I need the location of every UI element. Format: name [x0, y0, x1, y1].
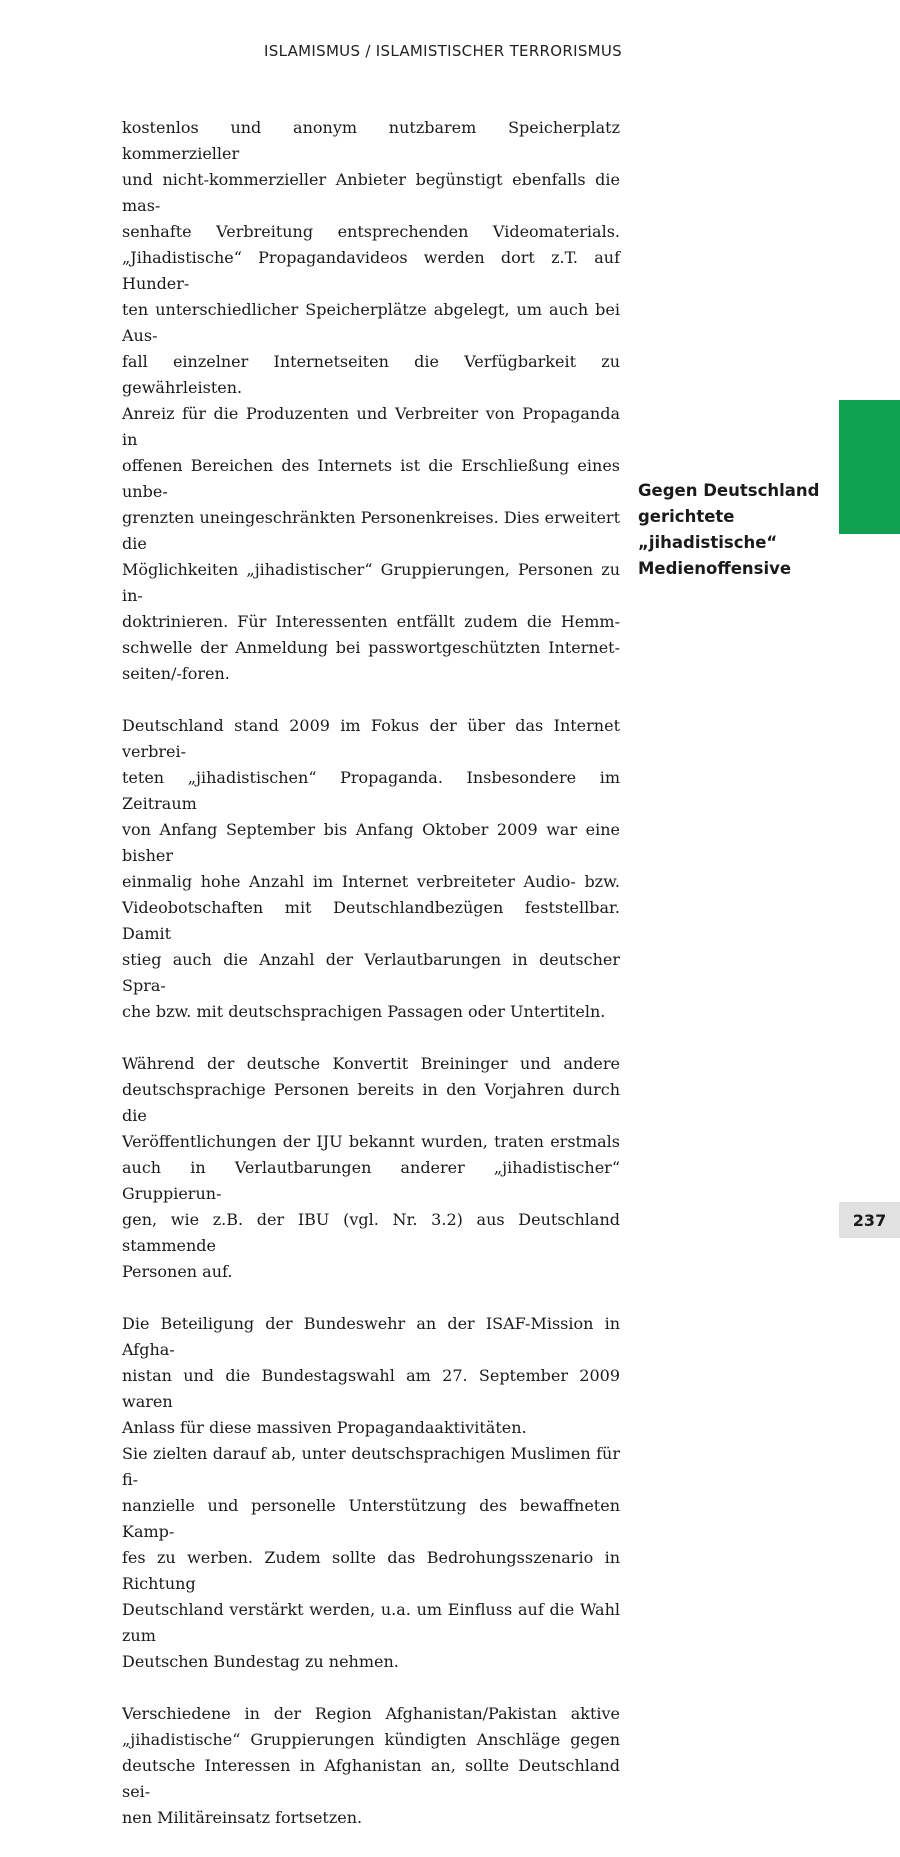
text-line: deutschsprachige Personen bereits in den Vorjahren durch die [122, 1080, 620, 1125]
text-line: Während der deutsche Konvertit Breininger und andere [122, 1054, 620, 1073]
text-line: schwelle der Anmeldung bei passwortgeschützten Internet- [122, 638, 620, 657]
text-line-last: nen Militäreinsatz fortsetzen. [122, 1808, 363, 1827]
text-line: und nicht-kommerzieller Anbieter begünstigt ebenfalls die mas- [122, 170, 620, 215]
paragraph-2 [122, 713, 620, 1025]
text-line: „Jihadistische“ Propagandavideos werden dort z.T. auf Hunder- [122, 248, 620, 293]
main-text-column [122, 115, 620, 1857]
paragraph-5 [122, 1701, 620, 1831]
text-line: grenzten uneingeschränkten Personenkreises. Dies erweitert die [122, 508, 620, 553]
text-line-last: Personen auf. [122, 1262, 233, 1281]
paragraph-4 [122, 1311, 620, 1675]
text-line: fall einzelner Internetseiten die Verfügbarkeit zu gewährleisten. [122, 352, 620, 397]
text-line: Möglichkeiten „jihadistischer“ Gruppierungen, Personen zu in- [122, 560, 620, 605]
paragraph-1 [122, 115, 620, 687]
text-line-last: che bzw. mit deutschsprachigen Passagen oder Untertiteln. [122, 1002, 606, 1021]
text-line: stieg auch die Anzahl der Verlautbarungen in deutscher Spra- [122, 950, 620, 995]
text-line: Deutschland stand 2009 im Fokus der über das Internet verbrei- [122, 716, 620, 761]
margin-heading-line: gerichtete [638, 507, 735, 526]
text-line: Anreiz für die Produzenten und Verbreiter von Propaganda in [122, 404, 620, 449]
text-line: nistan und die Bundestagswahl am 27. September 2009 waren [122, 1366, 620, 1411]
text-line: fes zu werben. Zudem sollte das Bedrohungsszenario in Richtung [122, 1548, 620, 1593]
text-line: einmalig hohe Anzahl im Internet verbreiteter Audio- bzw. [122, 872, 620, 891]
text-line: Sie zielten darauf ab, unter deutschsprachigen Muslimen für fi- [122, 1444, 620, 1489]
text-line: nanzielle und personelle Unterstützung des bewaffneten Kamp- [122, 1496, 620, 1541]
page-number: 237 [852, 1210, 887, 1230]
text-line: von Anfang September bis Anfang Oktober 2009 war eine bisher [122, 820, 620, 865]
text-line: doktrinieren. Für Interessenten entfällt zudem die Hemm- [122, 612, 620, 631]
text-line: ten unterschiedlicher Speicherplätze abgelegt, um auch bei Aus- [122, 300, 620, 345]
paragraph-3 [122, 1051, 620, 1285]
text-line: Die Beteiligung der Bundeswehr an der ISAF-Mission in Afgha- [122, 1314, 620, 1359]
margin-heading-line: Gegen Deutschland [638, 481, 820, 500]
text-line: teten „jihadistischen“ Propaganda. Insbesondere im Zeitraum [122, 768, 620, 813]
margin-heading [638, 478, 838, 582]
text-line: Videobotschaften mit Deutschlandbezügen feststellbar. Damit [122, 898, 620, 943]
text-line-last: Anlass für diese massiven Propagandaaktivitäten. [122, 1418, 527, 1437]
text-line-last: Deutschen Bundestag zu nehmen. [122, 1652, 399, 1671]
text-line: gen, wie z.B. der IBU (vgl. Nr. 3.2) aus Deutschland stammende [122, 1210, 620, 1255]
text-line: auch in Verlautbarungen anderer „jihadistischer“ Gruppierun- [122, 1158, 620, 1203]
text-line: kostenlos und anonym nutzbarem Speicherplatz kommerzieller [122, 118, 620, 163]
text-line: Verschiedene in der Region Afghanistan/Pakistan aktive [122, 1704, 620, 1723]
margin-heading-line: „jihadistische“ [638, 533, 778, 552]
text-line: Veröffentlichungen der IJU bekannt wurden, traten erstmals [122, 1132, 620, 1151]
chapter-color-tab [839, 400, 900, 534]
page-number-box [839, 1202, 900, 1238]
text-line: offenen Bereichen des Internets ist die Erschließung eines unbe- [122, 456, 620, 501]
text-line-last: seiten/-foren. [122, 664, 230, 683]
running-header: ISLAMISMUS / ISLAMISTISCHER TERRORISMUS [264, 42, 622, 60]
text-line: senhafte Verbreitung entsprechenden Videomaterials. [122, 222, 620, 241]
margin-heading-line: Medienoffensive [638, 559, 792, 578]
text-line: Deutschland verstärkt werden, u.a. um Einfluss auf die Wahl zum [122, 1600, 620, 1645]
text-line: „jihadistische“ Gruppierungen kündigten Anschläge gegen [122, 1730, 620, 1749]
text-line: deutsche Interessen in Afghanistan an, sollte Deutschland sei- [122, 1756, 620, 1801]
